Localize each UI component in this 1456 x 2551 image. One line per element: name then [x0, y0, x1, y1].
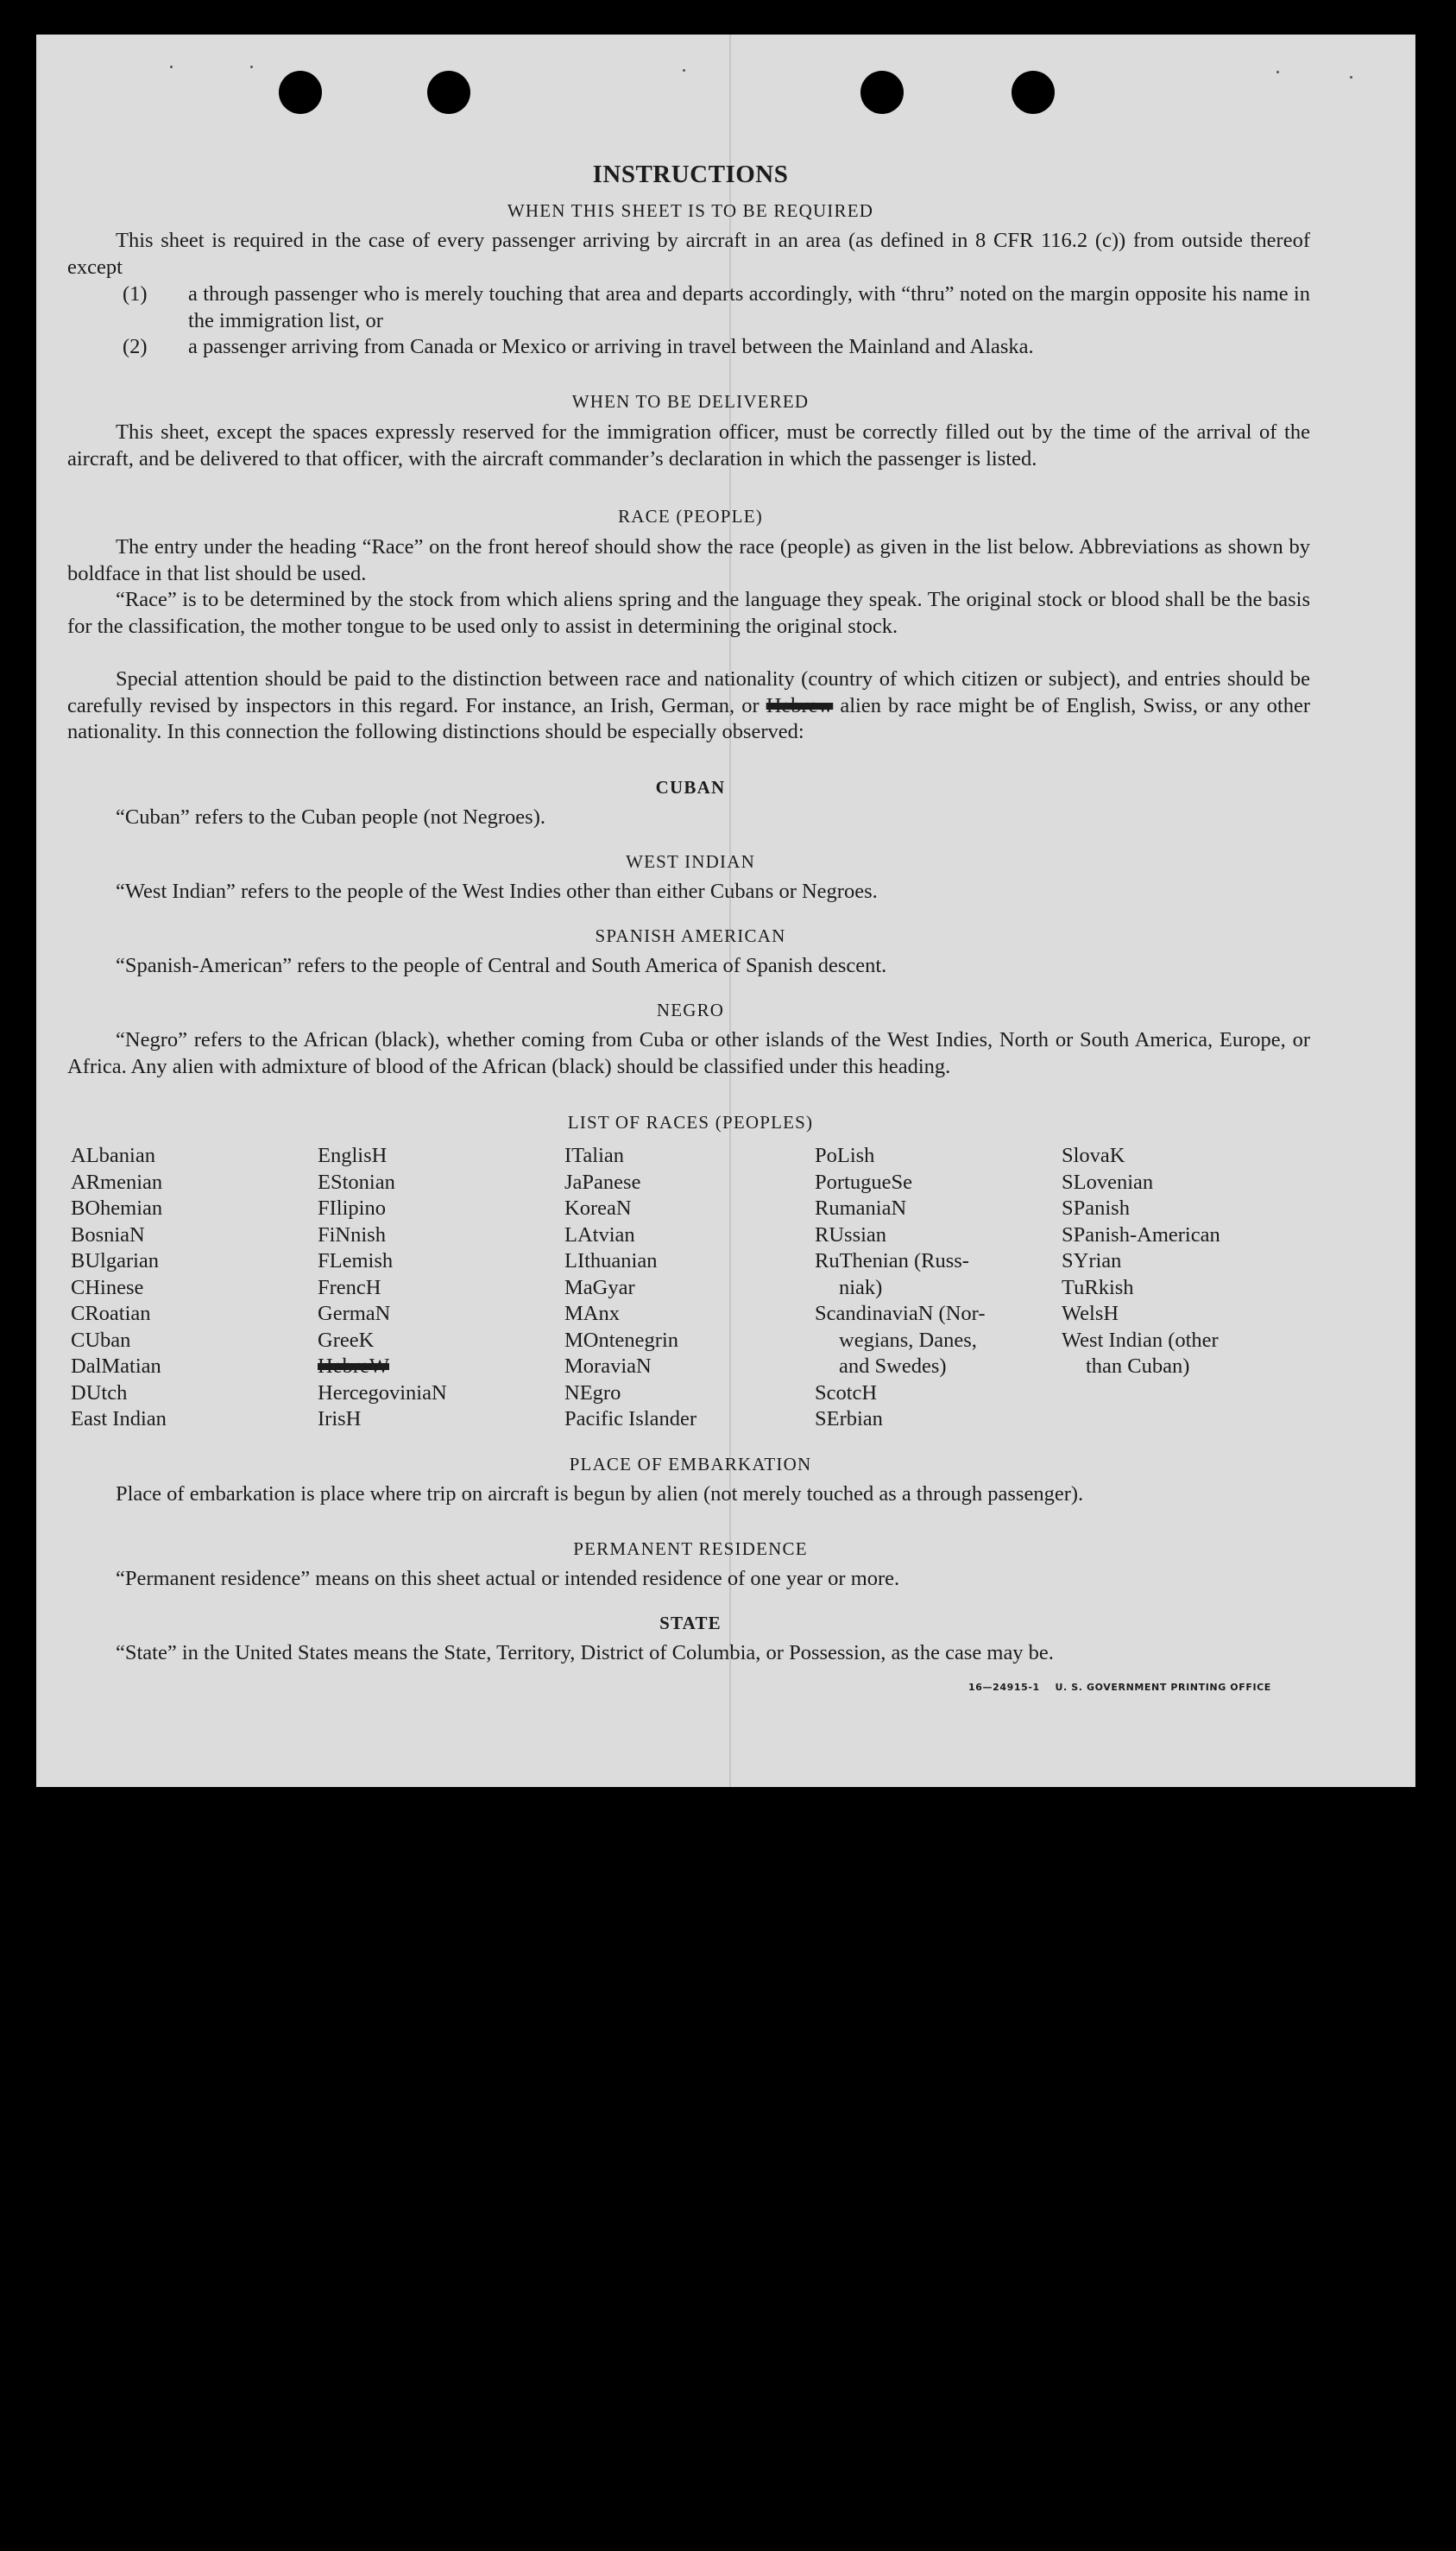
- printer-name: U. S. GOVERNMENT PRINTING OFFICE: [1055, 1682, 1271, 1693]
- form-code: 16—24915-1: [968, 1682, 1040, 1693]
- heading-west-indian: WEST INDIAN: [626, 851, 755, 872]
- speck: [170, 66, 173, 68]
- race-entry: FLemish: [318, 1249, 394, 1272]
- state-text: “State” in the United States means the State, Territory, District of Columbia, or Possession, as the case may be.: [116, 1641, 1054, 1664]
- heading-cuban: CUBAN: [655, 777, 726, 798]
- race-entry: HercegoviniaN: [318, 1380, 447, 1405]
- item-number: (1): [123, 282, 148, 306]
- item-text: a through passenger who is merely touching that area and departs accordingly, with “thru” noted on the margin opposite his name in the immigration list, or: [188, 282, 1310, 332]
- race-entry: WelsH: [1062, 1302, 1119, 1325]
- heading-place-of-embarkation: PLACE OF EMBARKATION: [569, 1454, 812, 1474]
- race-entry-continued: and Swedes): [839, 1354, 947, 1378]
- speck: [1350, 76, 1352, 79]
- race-paragraph-3: [67, 666, 1310, 746]
- speck: [250, 66, 253, 68]
- race-entry: SPanish-American: [1062, 1222, 1220, 1247]
- race-entry-continued: than Cuban): [1086, 1354, 1190, 1378]
- race-entry: FiNnish: [318, 1222, 386, 1247]
- race-entry: MoraviaN: [564, 1354, 652, 1378]
- race-entry: FrencH: [318, 1275, 381, 1299]
- embarkation-text: Place of embarkation is place where trip on aircraft is begun by alien (not merely touched as a through passenger).: [116, 1482, 1084, 1506]
- race-entry: GreeK: [318, 1328, 375, 1352]
- race-entry: SPanish: [1062, 1197, 1130, 1220]
- negro-text: “Negro” refers to the African (black), whether coming from Cuba or other islands of the West Indies, North or South America, Europe, or Africa. Any alien with admixture of blood of the African (black) should be classified under this heading.: [67, 1028, 1310, 1078]
- race-entry: ScotcH: [815, 1380, 878, 1405]
- race-entry: RuThenian (Russ-: [815, 1249, 969, 1272]
- race-entry: BosniaN: [71, 1222, 145, 1247]
- race-entry: PortugueSe: [815, 1170, 912, 1194]
- race-entry: SYrian: [1062, 1249, 1122, 1272]
- punch-hole: [279, 71, 322, 114]
- heading-spanish-american: SPANISH AMERICAN: [595, 925, 786, 946]
- punch-hole: [1012, 71, 1055, 114]
- race-entry: ARmenian: [71, 1170, 163, 1194]
- heading-permanent-residence: PERMANENT RESIDENCE: [573, 1538, 808, 1559]
- race-column: [71, 1143, 167, 1433]
- race-entry: IrisH: [318, 1407, 362, 1430]
- race-entry: BUlgarian: [71, 1249, 160, 1272]
- race-entry: EStonian: [318, 1170, 395, 1194]
- race-entry: SLovenian: [1062, 1170, 1154, 1194]
- race-entry: JaPanese: [564, 1170, 641, 1194]
- race-p3-start: Special attention should be paid to the distinction between race and nationality (country of which citizen or subject), and entries should be carefully revised by inspectors in this regard. For instance, an Irish, German, or: [67, 667, 1310, 717]
- race-entry: CUban: [71, 1328, 131, 1352]
- speck: [683, 69, 685, 72]
- struck-word: Hebrew: [766, 693, 834, 717]
- race-entry: East Indian: [71, 1407, 167, 1430]
- document-sheet: [36, 35, 1415, 1787]
- when-required-intro: This sheet is required in the case of every passenger arriving by aircraft in an area (as defined in 8 CFR 116.2 (c)) from outside thereof except: [67, 229, 1310, 279]
- race-entry: West Indian (other: [1062, 1328, 1219, 1352]
- race-column: [1062, 1143, 1220, 1380]
- race-paragraph-1: The entry under the heading “Race” on the front hereof should show the race (people) as given in the list below. Abbreviations as shown by boldface in that list should be used.: [67, 535, 1310, 585]
- race-entry: LAtvian: [564, 1222, 635, 1247]
- heading-when-required: WHEN THIS SHEET IS TO BE REQUIRED: [507, 200, 874, 221]
- race-entry: TuRkish: [1062, 1275, 1134, 1299]
- printing-footer: [968, 1682, 1271, 1693]
- item-text: a passenger arriving from Canada or Mexico or arriving in travel between the Mainland and Alaska.: [188, 335, 1034, 358]
- punch-hole: [860, 71, 904, 114]
- residence-text: “Permanent residence” means on this sheet actual or intended residence of one year or more.: [116, 1567, 900, 1590]
- race-paragraph-2: “Race” is to be determined by the stock from which aliens spring and the language they speak. The original stock or blood shall be the basis for the classification, the mother tongue to be used only to assist in determining the original stock.: [67, 588, 1310, 638]
- race-entry: LIthuanian: [564, 1249, 658, 1272]
- race-entry: MAnx: [564, 1302, 620, 1325]
- race-entry: DalMatian: [71, 1354, 161, 1378]
- heading-race: RACE (PEOPLE): [618, 506, 763, 527]
- race-column: [318, 1143, 447, 1433]
- race-entry: RUssian: [815, 1222, 887, 1247]
- west-indian-text: “West Indian” refers to the people of the West Indies other than either Cubans or Negroes.: [116, 880, 878, 903]
- race-entry: KoreaN: [564, 1197, 632, 1220]
- race-entry: EnglisH: [318, 1144, 388, 1167]
- race-entry: FIlipino: [318, 1197, 386, 1220]
- race-entry: ScandinaviaN (Nor-: [815, 1302, 986, 1325]
- page-title: INSTRUCTIONS: [592, 161, 789, 188]
- punch-hole: [427, 71, 470, 114]
- race-entry: RumaniaN: [815, 1197, 907, 1220]
- race-entry: NEgro: [564, 1380, 621, 1405]
- exception-item: [123, 334, 1310, 361]
- race-entry: SErbian: [815, 1407, 883, 1430]
- race-entry-struck: HebreW: [318, 1354, 389, 1378]
- race-entry-continued: niak): [839, 1275, 883, 1299]
- race-entry: BOhemian: [71, 1197, 163, 1220]
- race-entry: CRoatian: [71, 1302, 151, 1325]
- race-entry: CHinese: [71, 1275, 144, 1299]
- race-column: [815, 1143, 985, 1433]
- race-entry: GermaN: [318, 1302, 391, 1325]
- heading-list-of-races: LIST OF RACES (PEOPLES): [567, 1112, 814, 1133]
- exception-item: [123, 281, 1310, 334]
- item-number: (2): [123, 335, 148, 358]
- race-entry: SlovaK: [1062, 1144, 1125, 1167]
- race-entry: ITalian: [564, 1144, 625, 1167]
- heading-state: STATE: [659, 1613, 722, 1633]
- heading-negro: NEGRO: [656, 1000, 725, 1020]
- race-entry: MOntenegrin: [564, 1328, 678, 1352]
- race-entry: ALbanian: [71, 1144, 155, 1167]
- race-entry: PoLish: [815, 1144, 875, 1167]
- race-entry: Pacific Islander: [564, 1407, 697, 1430]
- spanish-american-text: “Spanish-American” refers to the people of Central and South America of Spanish descent.: [116, 954, 887, 977]
- race-p3-end: alien by race might be of English, Swiss, or any other nationality. In this connection the following distinctions should be especially observed:: [67, 693, 1311, 743]
- cuban-text: “Cuban” refers to the Cuban people (not Negroes).: [116, 805, 545, 829]
- speck: [1276, 71, 1279, 73]
- when-delivered-text: This sheet, except the spaces expressly reserved for the immigration officer, must be correctly filled out by the time of the arrival of the aircraft, and be delivered to that officer, with the aircraft commander’s declaration in which the passenger is listed.: [67, 420, 1310, 470]
- race-entry-continued: wegians, Danes,: [839, 1328, 977, 1352]
- heading-when-delivered: WHEN TO BE DELIVERED: [571, 391, 810, 412]
- race-entry: MaGyar: [564, 1275, 635, 1299]
- race-entry: DUtch: [71, 1380, 128, 1405]
- race-column: [564, 1143, 696, 1433]
